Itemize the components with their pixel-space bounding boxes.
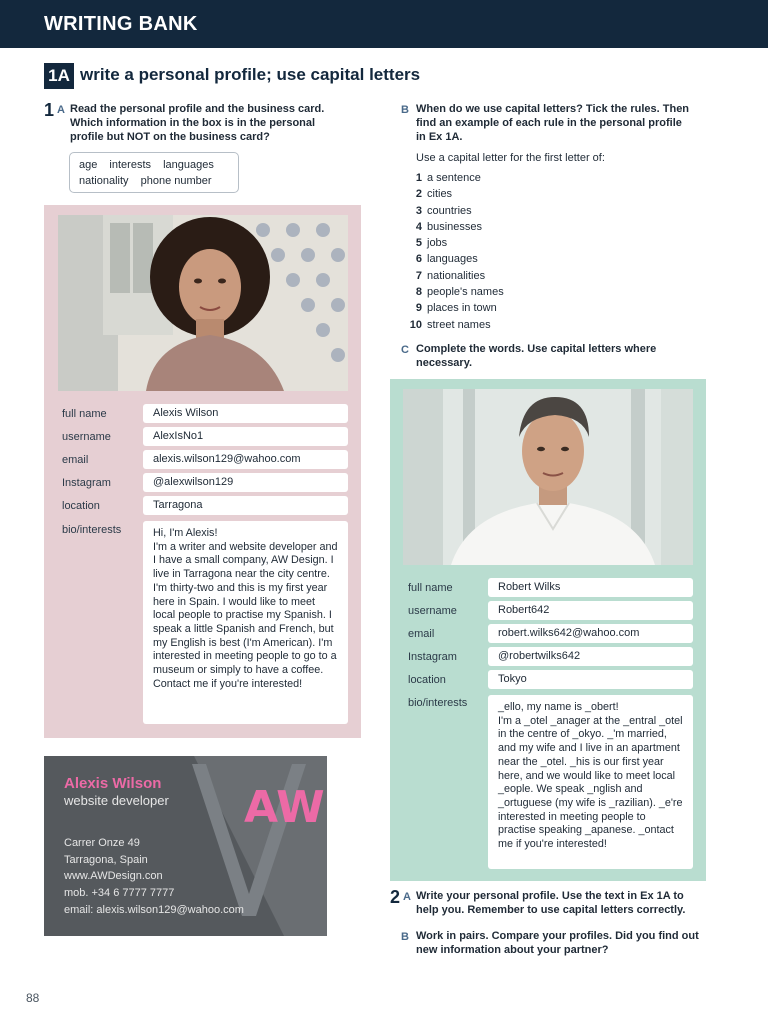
field-bio: _ello, my name is _obert! I'm a _otel _anager at the _entral _otel in the centre of _okyo. _'m married, and my wife and I live in an apartment near the _otel. _his is our first year here, and we would like to meet local _eople. We speak _nglish and _ortuguese (my wife is _razilian). _e're interested in meeting people to practise speaking _apanese. _ontact me if you're interested! xyxy=(488,695,693,869)
label-full-name: full name xyxy=(408,582,453,594)
exercise-2b-letter: B xyxy=(401,931,409,943)
rule-item: 8 people's names xyxy=(415,286,504,299)
label-username: username xyxy=(62,431,111,443)
rule-item: 3 countries xyxy=(415,204,472,217)
label-bio: bio/interests xyxy=(62,524,122,536)
word-box-item: age xyxy=(79,159,98,171)
card-role: website developer xyxy=(64,793,169,808)
word-box-item: phone number xyxy=(140,175,212,187)
rule-item: 10 street names xyxy=(409,318,491,331)
exercise-2b-instructions: Work in pairs. Compare your profiles. Did you find out new information about your partner? xyxy=(416,930,699,956)
exercise-1a-letter: A xyxy=(57,104,65,116)
card-mobile: mob. +34 6 7777 7777 xyxy=(64,887,175,899)
word-box-item: nationality xyxy=(79,175,129,187)
label-email: email xyxy=(62,454,89,466)
field-username: AlexIsNo1 xyxy=(143,427,348,446)
word-box-item: interests xyxy=(109,159,151,171)
profile-photo-robert xyxy=(403,389,693,565)
rule-item: 9 places in town xyxy=(415,302,497,315)
label-email: email xyxy=(408,628,435,640)
field-location: Tokyo xyxy=(488,670,693,689)
label-username: username xyxy=(408,605,457,617)
label-instagram: Instagram xyxy=(62,477,111,489)
exercise-1b-letter: B xyxy=(401,104,409,116)
field-instagram: @alexwilson129 xyxy=(143,473,348,492)
exercise-1b-lead: Use a capital letter for the first letter of: xyxy=(416,152,605,164)
word-box-item: languages xyxy=(163,159,214,171)
section-title: write a personal profile; use capital letters xyxy=(80,65,421,84)
card-name: Alexis Wilson xyxy=(64,775,162,792)
label-location: location xyxy=(408,674,446,686)
card-website: www.AWDesign.con xyxy=(64,870,163,882)
exercise-1a-instructions: Read the personal profile and the business card. Which information in the box is in the personal profile but NOT on the business card? xyxy=(70,103,325,143)
field-bio: Hi, I'm Alexis! I'm a writer and website developer and I have a small company, AW Design. I live in Tarragona near the city centre. I'm thirty-two and this is my first year here in Spain. I would like to meet local people to practise my Spanish. I speak a little Spanish and French, but my English is best (I'm American). I'm interested in meeting people to go to a museum or simply to have a coffee. Contact me if you're interested! xyxy=(143,521,348,724)
field-location: Tarragona xyxy=(143,496,348,515)
rule-item: 5 jobs xyxy=(415,237,448,250)
exercise-1c-instructions: Complete the words. Use capital letters where necessary. xyxy=(416,343,657,369)
label-bio: bio/interests xyxy=(408,697,468,709)
card-address-line1: Carrer Onze 49 xyxy=(64,837,140,849)
card-address-line2: Tarragona, Spain xyxy=(64,854,148,866)
field-full-name: Alexis Wilson xyxy=(143,404,348,423)
field-username: Robert642 xyxy=(488,601,693,620)
label-full-name: full name xyxy=(62,408,107,420)
aw-logo: AW xyxy=(244,782,325,833)
section-badge: 1A xyxy=(44,63,74,89)
profile-photo-alexis xyxy=(58,215,348,391)
field-full-name: Robert Wilks xyxy=(488,578,693,597)
rules-list xyxy=(408,170,504,333)
word-box xyxy=(69,152,239,193)
exercise-2a-instructions: Write your personal profile. Use the text in Ex 1A to help you. Remember to use capital letters correctly. xyxy=(416,890,686,916)
exercise-number-1: 1 xyxy=(44,100,55,120)
card-email: email: alexis.wilson129@wahoo.com xyxy=(64,904,244,916)
rule-item: 1 a sentence xyxy=(415,172,481,184)
exercise-1c-letter: C xyxy=(401,344,409,356)
exercise-2a-letter: A xyxy=(403,891,411,903)
field-email: alexis.wilson129@wahoo.com xyxy=(143,450,348,469)
field-email: robert.wilks642@wahoo.com xyxy=(488,624,693,643)
page-header-title: WRITING BANK xyxy=(44,13,198,35)
page-number: 88 xyxy=(26,991,40,1005)
rule-item: 2 cities xyxy=(415,188,453,201)
field-instagram: @robertwilks642 xyxy=(488,647,693,666)
label-location: location xyxy=(62,500,100,512)
rule-item: 4 businesses xyxy=(415,220,483,233)
rule-item: 6 languages xyxy=(415,253,478,266)
exercise-1b-instructions: When do we use capital letters? Tick the rules. Then find an example of each rule in the personal profile in Ex 1A. xyxy=(416,103,690,143)
exercise-number-2: 2 xyxy=(390,887,401,907)
label-instagram: Instagram xyxy=(408,651,457,663)
rule-item: 7 nationalities xyxy=(415,269,486,282)
